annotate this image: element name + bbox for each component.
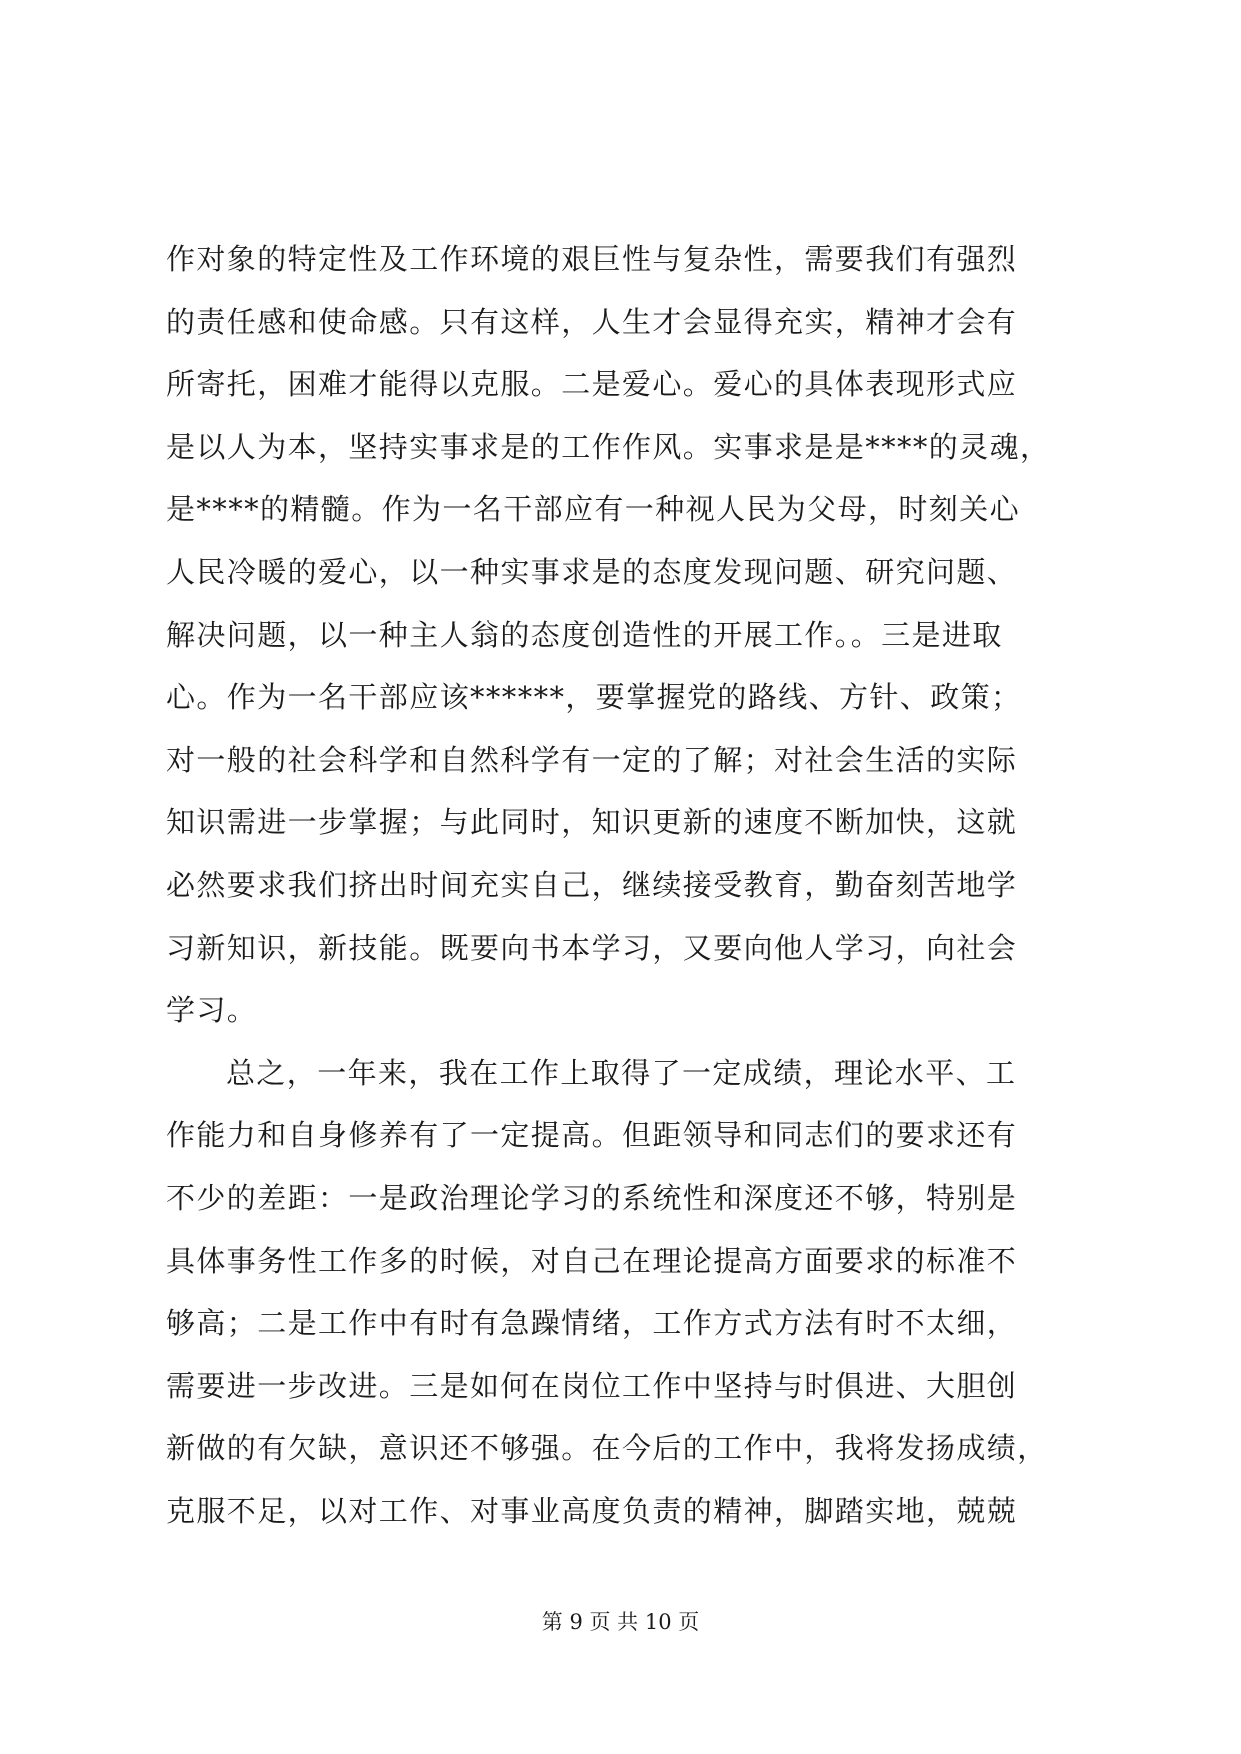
text-line: 对一般的社会科学和自然科学有一定的了解；对社会生活的实际 [166, 742, 1018, 777]
page-footer: 第 9 页 共 10 页 [541, 1610, 700, 1634]
text-line: 知识需进一步掌握；与此同时，知识更新的速度不断加快，这就 [166, 805, 1018, 840]
text-line: 所寄托，困难才能得以克服。二是爱心。爱心的具体表现形式应 [166, 367, 1018, 402]
text-line: 习新知识，新技能。既要向书本学习，又要向他人学习，向社会 [166, 930, 1018, 965]
text-line: 学习。 [166, 993, 258, 1028]
text-line: 作对象的特定性及工作环境的艰巨性与复杂性，需要我们有强烈 [166, 242, 1018, 276]
text-line: 心。作为一名干部应该******，要掌握党的路线、方针、政策； [166, 680, 1022, 715]
text-line: 新做的有欠缺，意识还不够强。在今后的工作中，我将发扬成绩， [166, 1431, 1048, 1466]
text-line: 不少的差距：一是政治理论学习的系统性和深度还不够，特别是 [166, 1180, 1018, 1215]
paragraph-start-line: 总之，一年来，我在工作上取得了一定成绩，理论水平、工 [226, 1055, 1017, 1090]
text-line: 解决问题，以一种主人翁的态度创造性的开展工作。。三是进取 [166, 617, 1003, 652]
text-line: 人民冷暖的爱心，以一种实事求是的态度发现问题、研究问题、 [166, 554, 1018, 589]
text-line: 需要进一步改进。三是如何在岗位工作中坚持与时俱进、大胆创 [166, 1368, 1018, 1403]
text-line: 具体事务性工作多的时候，对自己在理论提高方面要求的标准不 [166, 1243, 1018, 1278]
text-line: 够高；二是工作中有时有急躁情绪，工作方式方法有时不太细， [166, 1306, 1018, 1341]
text-line: 是以人为本，坚持实事求是的工作作风。实事求是是****的灵魂， [166, 429, 1051, 464]
text-line: 是****的精髓。作为一名干部应有一种视人民为父母，时刻关心 [166, 492, 1021, 527]
body-text [166, 228, 1096, 1542]
text-line: 必然要求我们挤出时间充实自己，继续接受教育，勤奋刻苦地学 [166, 867, 1018, 902]
text-line: 的责任感和使命感。只有这样，人生才会显得充实，精神才会有 [166, 304, 1018, 339]
text-line: 作能力和自身修养有了一定提高。但距领导和同志们的要求还有 [166, 1118, 1018, 1153]
text-line: 克服不足，以对工作、对事业高度负责的精神，脚踏实地，兢兢 [166, 1493, 1018, 1528]
